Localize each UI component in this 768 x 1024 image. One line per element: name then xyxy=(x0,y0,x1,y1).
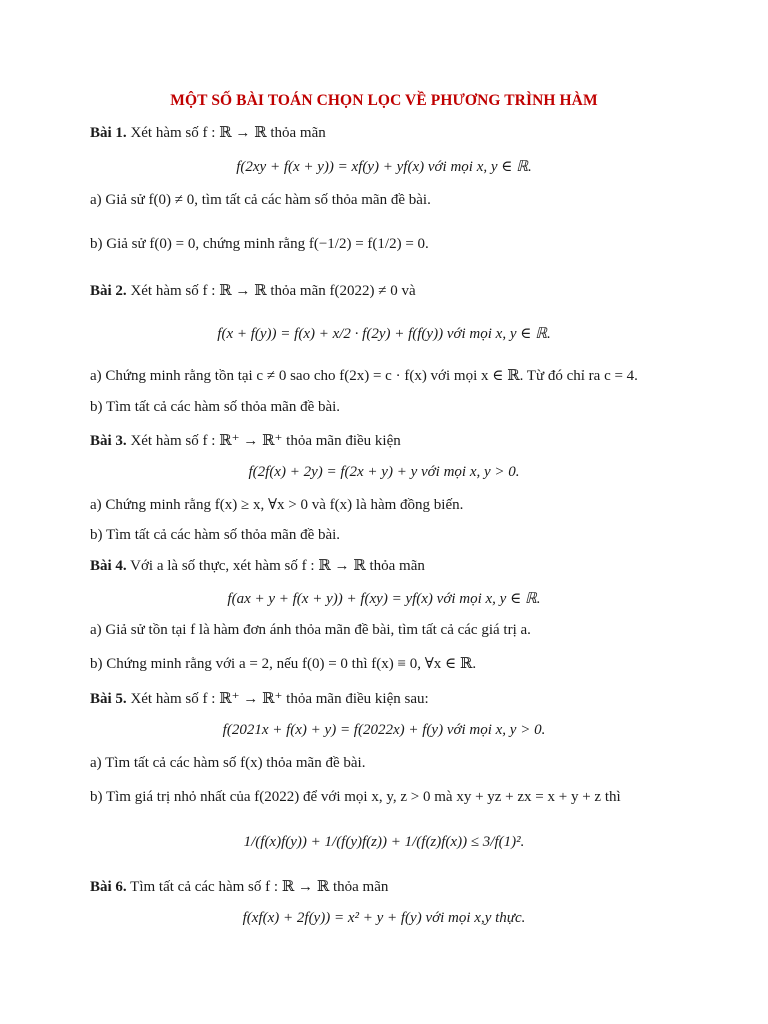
problem-5-part-a: a) Tìm tất cả các hàm số f(x) thỏa mãn đề bài. xyxy=(90,755,366,771)
problem-6-equation: f(xf(x) + 2f(y)) = x² + y + f(y) với mọi x,y thực. xyxy=(242,910,526,926)
problem-1-part-a: a) Giả sử f(0) ≠ 0, tìm tất cả các hàm số thỏa mãn đề bài. xyxy=(90,192,431,208)
problem-4-text: Với a là số thực, xét hàm số f : ℝ → ℝ thỏa mãn xyxy=(130,558,425,574)
problem-3-equation: f(2f(x) + 2y) = f(2x + y) + y với mọi x, y > 0. xyxy=(248,464,520,480)
problem-1-equation: f(2xy + f(x + y)) = xf(y) + yf(x) với mọi x, y ∈ ℝ. xyxy=(236,159,532,175)
problem-2-label: Bài 2. xyxy=(90,283,127,299)
problem-4-equation: f(ax + y + f(x + y)) + f(xy) = yf(x) với mọi x, y ∈ ℝ. xyxy=(227,591,541,607)
problem-2-part-b: b) Tìm tất cả các hàm số thỏa mãn đề bài. xyxy=(90,399,341,415)
problem-3-part-a: a) Chứng minh rằng f(x) ≥ x, ∀x > 0 và f(x) là hàm đồng biến. xyxy=(90,497,464,513)
problem-5-equation: f(2021x + f(x) + y) = f(2022x) + f(y) với mọi x, y > 0. xyxy=(222,722,546,738)
problem-6-statement xyxy=(90,877,388,896)
problem-6-label: Bài 6. xyxy=(90,879,127,895)
problem-5-part-b: b) Tìm giá trị nhỏ nhất của f(2022) để với mọi x, y, z > 0 mà xy + yz + zx = x + y + z thì xyxy=(90,789,621,805)
problem-1-text: Xét hàm số f : ℝ → ℝ thỏa mãn xyxy=(130,125,326,141)
problem-5-statement xyxy=(90,689,429,708)
page-title: MỘT SỐ BÀI TOÁN CHỌN LỌC VỀ PHƯƠNG TRÌNH HÀM xyxy=(170,92,598,109)
problem-2-text: Xét hàm số f : ℝ → ℝ thỏa mãn f(2022) ≠ 0 và xyxy=(130,283,416,299)
problem-2-part-a: a) Chứng minh rằng tồn tại c ≠ 0 sao cho f(2x) = c · f(x) với mọi x ∈ ℝ. Từ đó chỉ ra c = 4. xyxy=(90,368,638,384)
problem-3-text: Xét hàm số f : ℝ⁺ → ℝ⁺ thỏa mãn điều kiện xyxy=(130,433,401,449)
problem-1-part-b: b) Giả sử f(0) = 0, chứng minh rằng f(−1/2) = f(1/2) = 0. xyxy=(90,236,429,252)
problem-2-statement xyxy=(90,281,416,300)
problem-5-text: Xét hàm số f : ℝ⁺ → ℝ⁺ thỏa mãn điều kiện sau: xyxy=(130,691,429,707)
problem-1-statement xyxy=(90,123,326,142)
problem-4-label: Bài 4. xyxy=(90,558,127,574)
problem-1-label: Bài 1. xyxy=(90,125,127,141)
problem-5-label: Bài 5. xyxy=(90,691,127,707)
problem-4-part-a: a) Giả sử tồn tại f là hàm đơn ánh thỏa mãn đề bài, tìm tất cả các giá trị a. xyxy=(90,622,531,638)
problem-4-part-b: b) Chứng minh rằng với a = 2, nếu f(0) = 0 thì f(x) ≡ 0, ∀x ∈ ℝ. xyxy=(90,656,477,672)
problem-5-inequality: 1/(f(x)f(y)) + 1/(f(y)f(z)) + 1/(f(z)f(x)) ≤ 3/f(1)². xyxy=(243,834,525,850)
problem-6-text: Tìm tất cả các hàm số f : ℝ → ℝ thỏa mãn xyxy=(130,879,389,895)
problem-3-statement xyxy=(90,431,401,450)
problem-2-equation: f(x + f(y)) = f(x) + x/2 · f(2y) + f(f(y)) với mọi x, y ∈ ℝ. xyxy=(217,326,551,342)
problem-3-label: Bài 3. xyxy=(90,433,127,449)
problem-3-part-b: b) Tìm tất cả các hàm số thỏa mãn đề bài. xyxy=(90,527,341,543)
problem-4-statement xyxy=(90,556,425,575)
